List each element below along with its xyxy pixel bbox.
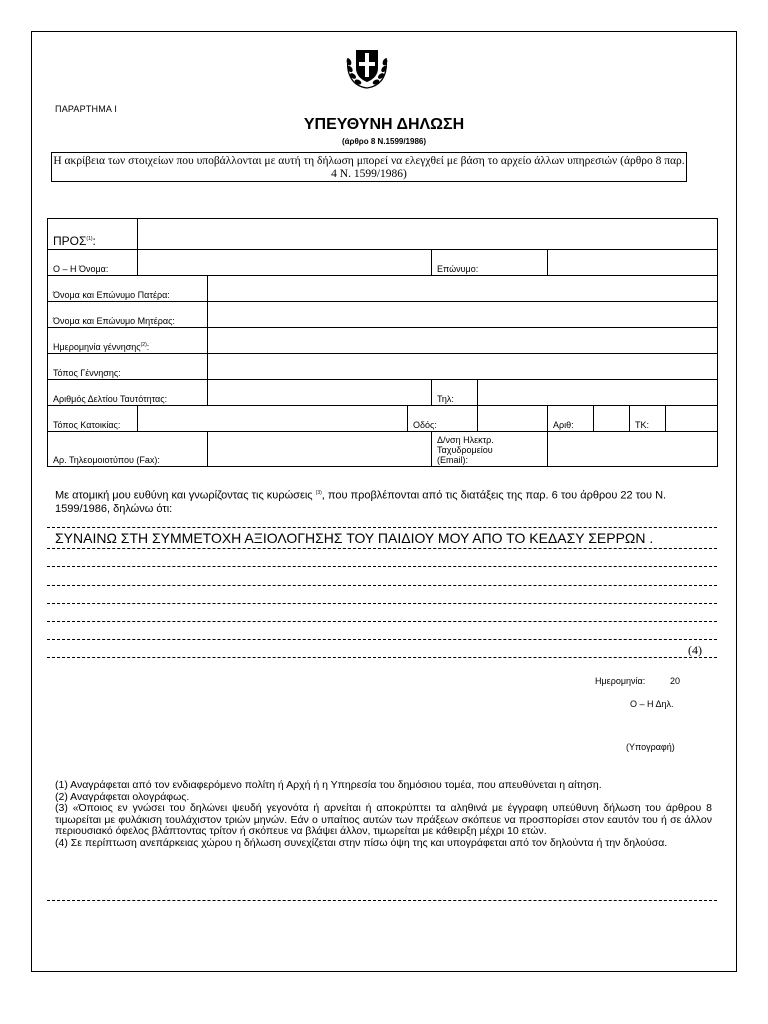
accuracy-notice-box: Η ακρίβεια των στοιχείων που υποβάλλονται με αυτή τη δήλωση μπορεί να ελεγχθεί με βάση το αρχείο άλλων υπηρεσιών (άρθρο 8 παρ. 4 Ν. 1599/1986): [51, 152, 687, 182]
dashed-line: [47, 603, 717, 604]
postcode-label: ΤΚ:: [630, 406, 666, 432]
birthdate-label: Ημερομηνία γέννησης$^{(2)}$:: [53, 342, 150, 352]
birthplace-label: Τόπος Γέννησης:: [48, 354, 208, 380]
document-subtitle: (άρθρο 8 Ν.1599/1986): [341, 137, 427, 146]
email-label-line-1: Δ/νση Ηλεκτρ.: [437, 435, 494, 445]
email-label-line-3: (Email):: [437, 455, 469, 465]
footnote-2: (2) Αναγράφεται ολογράφως.: [55, 790, 190, 803]
dashed-line: [47, 621, 717, 622]
continuation-mark: (4): [688, 643, 702, 657]
personal-details-form: [47, 218, 718, 467]
footnotes: [55, 780, 712, 850]
dashed-line: [47, 548, 717, 549]
birthdate-field[interactable]: [208, 328, 718, 354]
email-label-cell: [432, 432, 548, 467]
father-name-field[interactable]: [208, 276, 718, 302]
birthplace-field[interactable]: [208, 354, 718, 380]
street-label: Οδός:: [408, 406, 478, 432]
postcode-field[interactable]: [666, 406, 718, 432]
greek-coat-of-arms-emblem: [342, 42, 392, 92]
surname-label: Επώνυμο:: [432, 250, 548, 276]
dashed-line: [47, 585, 717, 586]
residence-label: Τόπος Κατοικίας:: [48, 406, 138, 432]
document-title: ΥΠΕΥΘΥΝΗ ΔΗΛΩΣΗ: [303, 116, 465, 133]
name-label: Ο – Η Όνομα:: [48, 250, 138, 276]
phone-label: Τηλ:: [432, 380, 478, 406]
surname-field[interactable]: [548, 250, 718, 276]
annex-label: ΠΑΡΑΡΤΗΜΑ Ι: [55, 104, 118, 114]
footnote-3: (3) «Όποιος εν γνώσει του δηλώνει ψευδή γεγονότα ή αρνείται ή αποκρύπτει τα αληθινά με έγγραφη υπεύθυνη δήλωση του άρθρου 8 τιμωρείται με φυλάκιση τουλάχιστον τριών μηνών. Εάν ο υπαίτιος αυτών των πράξεων σκόπευε να προσπορίσει στον εαυτόν του ή σε άλλον περιουσιακό όφελος βλάπτοντας τρίτον ή σκόπευε να βλάψει άλλον, τιμωρείται με κάθειρξη μέχρι 10 ετών.: [55, 802, 712, 838]
birthdate-label-cell: [48, 328, 208, 354]
phone-field[interactable]: [478, 380, 718, 406]
to-label-cell: [48, 219, 138, 250]
email-field[interactable]: [548, 432, 718, 467]
street-number-label: Αριθ:: [548, 406, 594, 432]
street-field[interactable]: [478, 406, 548, 432]
dashed-line: [47, 657, 717, 658]
name-field[interactable]: [138, 250, 432, 276]
signature-label: (Υπογραφή): [626, 742, 675, 752]
to-field[interactable]: [138, 219, 718, 250]
declaration-text[interactable]: ΣΥΝΑΙΝΩ ΣΤΗ ΣΥΜΜΕΤΟΧΗ ΑΞΙΟΛΟΓΗΣΗΣ ΤΟΥ ΠΑΙΔΙΟΥ ΜΟΥ ΑΠΟ ΤΟ ΚΕΔΑΣΥ ΣΕΡΡΩΝ .: [55, 530, 654, 546]
residence-field[interactable]: [138, 406, 408, 432]
fax-field[interactable]: [208, 432, 432, 467]
mother-name-field[interactable]: [208, 302, 718, 328]
dashed-line: [47, 566, 717, 567]
email-label-line-2: Ταχυδρομείου: [437, 445, 493, 455]
to-label: ΠΡΟΣ$^{(1)}$:: [53, 234, 96, 248]
footnote-4: (4) Σε περίπτωση ανεπάρκειας χώρου η δήλωση συνεχίζεται στην πίσω όψη της και υπογράφεται από τον δηλούντα ή την δηλούσα.: [55, 836, 668, 849]
date-label: Ημερομηνία:: [595, 676, 646, 686]
dashed-line: [47, 639, 717, 640]
date-year[interactable]: 20: [670, 676, 681, 686]
id-card-label: Αριθμός Δελτίου Ταυτότητας:: [48, 380, 208, 406]
mother-name-label: Όνομα και Επώνυμο Μητέρας:: [48, 302, 208, 328]
footnote-1: (1) Αναγράφεται από τον ενδιαφερόμενο πολίτη ή Αρχή ή η Υπηρεσία του δημόσιου τομέα, που απευθύνεται η αίτηση.: [55, 779, 602, 791]
dashed-line: [47, 900, 717, 901]
street-number-field[interactable]: [594, 406, 630, 432]
fax-label: Αρ. Τηλεομοιοτύπου (Fax):: [48, 432, 208, 467]
declaration-intro: Με ατομική μου ευθύνη και γνωρίζοντας τις κυρώσεις $^{(3)}$, που προβλέπονται από τις διατάξεις της παρ. 6 του άρθρου 22 του Ν. 1599/1986, δηλώνω ότι:: [55, 489, 667, 515]
father-name-label: Όνομα και Επώνυμο Πατέρα:: [48, 276, 208, 302]
id-card-field[interactable]: [208, 380, 432, 406]
dashed-line: [47, 527, 717, 528]
declarant-label: Ο – Η Δηλ.: [630, 699, 674, 709]
